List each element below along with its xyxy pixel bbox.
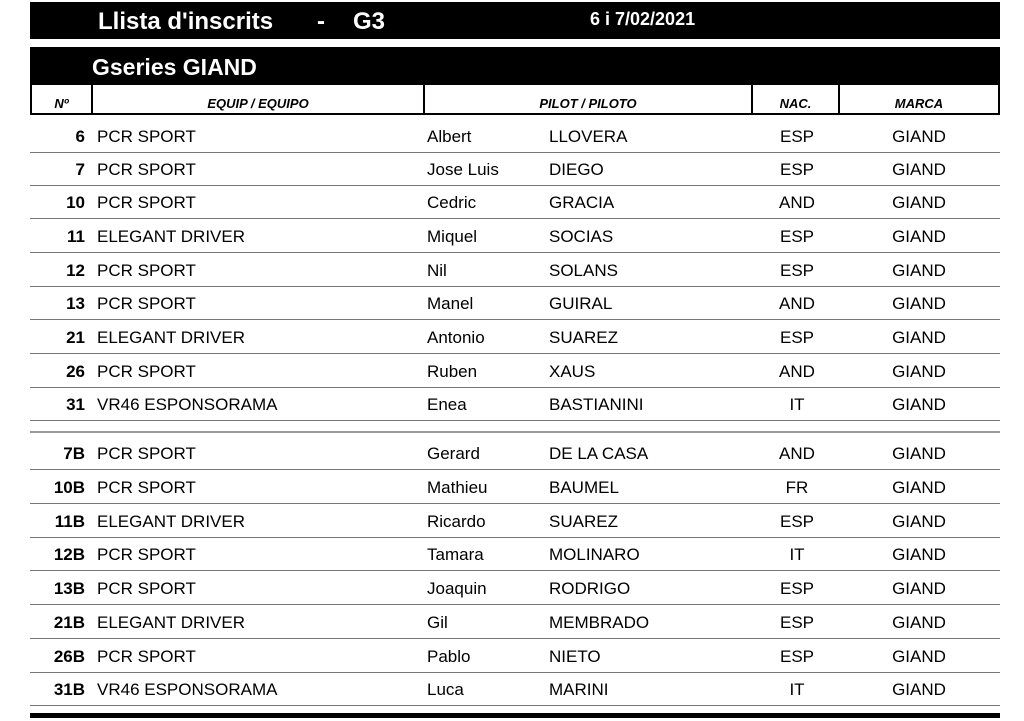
pilot-last-name: MOLINARO bbox=[549, 545, 640, 564]
bike-brand: GIAND bbox=[892, 160, 946, 179]
entry-number: 21B bbox=[53, 613, 85, 632]
bike-brand: GIAND bbox=[892, 444, 946, 463]
table-header bbox=[30, 85, 1000, 115]
team-name: PCR SPORT bbox=[97, 647, 196, 666]
table-row bbox=[30, 572, 1000, 605]
entry-number: 10 bbox=[66, 193, 85, 212]
column-header-team: EQUIP / EQUIPO bbox=[91, 85, 425, 115]
bike-brand: GIAND bbox=[892, 294, 946, 313]
row-divider bbox=[30, 353, 1000, 354]
section-divider bbox=[30, 431, 1000, 433]
team-name: ELEGANT DRIVER bbox=[97, 512, 246, 531]
row-divider bbox=[30, 705, 1000, 706]
pilot-nationality: AND bbox=[779, 362, 815, 381]
pilot-first-name: Ruben bbox=[427, 362, 478, 381]
bike-brand: GIAND bbox=[892, 227, 946, 246]
bike-brand: GIAND bbox=[892, 647, 946, 666]
pilot-last-name: DIEGO bbox=[549, 160, 604, 179]
table-row bbox=[30, 437, 1000, 470]
team-name: ELEGANT DRIVER bbox=[97, 613, 246, 632]
row-divider bbox=[30, 503, 1000, 504]
bike-brand: GIAND bbox=[892, 261, 946, 280]
row-divider bbox=[30, 604, 1000, 605]
pilot-last-name: GUIRAL bbox=[549, 294, 613, 313]
entry-number: 26B bbox=[53, 647, 85, 666]
table-row bbox=[30, 220, 1000, 253]
column-header-nationality: NAC. bbox=[751, 85, 840, 115]
pilot-first-name: Nil bbox=[427, 261, 447, 280]
pilot-nationality: ESP bbox=[779, 613, 815, 632]
entry-number: 12B bbox=[53, 545, 85, 564]
pilot-last-name: NIETO bbox=[549, 647, 601, 666]
bike-brand: GIAND bbox=[892, 362, 946, 381]
pilot-first-name: Gil bbox=[427, 613, 448, 632]
entry-number: 21 bbox=[66, 328, 85, 347]
pilot-first-name: Pablo bbox=[427, 647, 471, 666]
title-separator: - bbox=[317, 8, 325, 35]
row-divider bbox=[30, 570, 1000, 571]
pilot-last-name: SUAREZ bbox=[549, 512, 618, 531]
pilot-first-name: Cedric bbox=[427, 193, 477, 212]
table-row bbox=[30, 355, 1000, 388]
pilot-nationality: IT bbox=[789, 545, 805, 564]
category-bar bbox=[30, 47, 1000, 85]
team-name: PCR SPORT bbox=[97, 127, 196, 146]
pilot-nationality: IT bbox=[789, 680, 805, 699]
document-header-bar bbox=[30, 2, 1000, 39]
team-name: PCR SPORT bbox=[97, 294, 196, 313]
entry-number: 26 bbox=[66, 362, 85, 381]
bike-brand: GIAND bbox=[892, 328, 946, 347]
footer-bar bbox=[30, 713, 1000, 718]
team-name: ELEGANT DRIVER bbox=[97, 328, 246, 347]
pilot-nationality: IT bbox=[789, 395, 805, 414]
team-name: VR46 ESPONSORAMA bbox=[97, 395, 278, 414]
pilot-last-name: MARINI bbox=[549, 680, 609, 699]
row-divider bbox=[30, 319, 1000, 320]
entry-number: 31B bbox=[53, 680, 85, 699]
team-name: PCR SPORT bbox=[97, 160, 196, 179]
group-label: G3 bbox=[353, 8, 386, 35]
pilot-last-name: BASTIANINI bbox=[549, 395, 644, 414]
pilot-last-name: BAUMEL bbox=[549, 478, 619, 497]
table-row bbox=[30, 120, 1000, 153]
column-header-brand: MARCA bbox=[838, 85, 1000, 115]
pilot-nationality: ESP bbox=[779, 127, 815, 146]
row-divider bbox=[30, 420, 1000, 421]
pilot-last-name: MEMBRADO bbox=[549, 613, 650, 632]
table-row bbox=[30, 153, 1000, 186]
entry-number: 7B bbox=[63, 444, 85, 463]
bike-brand: GIAND bbox=[892, 579, 946, 598]
entry-number: 10B bbox=[53, 478, 85, 497]
table-row bbox=[30, 538, 1000, 571]
entry-number: 13 bbox=[66, 294, 85, 313]
entry-number: 12 bbox=[66, 261, 85, 280]
entry-number: 6 bbox=[75, 127, 85, 146]
pilot-nationality: ESP bbox=[779, 579, 815, 598]
pilot-first-name: Ricardo bbox=[427, 512, 486, 531]
pilot-last-name: SOLANS bbox=[549, 261, 618, 280]
event-date: 6 i 7/02/2021 bbox=[590, 9, 696, 29]
row-divider bbox=[30, 638, 1000, 639]
pilot-first-name: Enea bbox=[427, 395, 467, 414]
pilot-first-name: Joaquin bbox=[427, 579, 487, 598]
pilot-first-name: Manel bbox=[427, 294, 474, 313]
pilot-first-name: Tamara bbox=[427, 545, 484, 564]
document-title: Llista d'inscrits bbox=[98, 8, 274, 35]
pilot-last-name: SOCIAS bbox=[549, 227, 614, 246]
team-name: PCR SPORT bbox=[97, 444, 196, 463]
entry-number: 31 bbox=[66, 395, 85, 414]
pilot-last-name: LLOVERA bbox=[549, 127, 628, 146]
team-name: PCR SPORT bbox=[97, 545, 196, 564]
table-row bbox=[30, 254, 1000, 287]
table-row bbox=[30, 186, 1000, 219]
pilot-first-name: Gerard bbox=[427, 444, 480, 463]
entry-number: 7 bbox=[75, 160, 85, 179]
pilot-nationality: ESP bbox=[779, 328, 815, 347]
pilot-last-name: GRACIA bbox=[549, 193, 615, 212]
team-name: PCR SPORT bbox=[97, 478, 196, 497]
bike-brand: GIAND bbox=[892, 193, 946, 212]
entry-number: 13B bbox=[53, 579, 85, 598]
entry-number: 11B bbox=[54, 512, 85, 531]
team-name: ELEGANT DRIVER bbox=[97, 227, 246, 246]
row-divider bbox=[30, 252, 1000, 253]
table-row bbox=[30, 640, 1000, 673]
table-row bbox=[30, 287, 1000, 320]
pilot-last-name: DE LA CASA bbox=[549, 444, 649, 463]
pilot-nationality: AND bbox=[779, 193, 815, 212]
bike-brand: GIAND bbox=[892, 127, 946, 146]
pilot-nationality: ESP bbox=[779, 261, 815, 280]
bike-brand: GIAND bbox=[892, 478, 946, 497]
pilot-first-name: Luca bbox=[427, 680, 464, 699]
pilot-first-name: Miquel bbox=[427, 227, 478, 246]
pilot-nationality: ESP bbox=[779, 227, 815, 246]
pilot-last-name: SUAREZ bbox=[549, 328, 618, 347]
team-name: PCR SPORT bbox=[97, 579, 196, 598]
table-row bbox=[30, 606, 1000, 639]
pilot-nationality: AND bbox=[779, 444, 815, 463]
team-name: VR46 ESPONSORAMA bbox=[97, 680, 278, 699]
table-row bbox=[30, 471, 1000, 504]
pilot-nationality: ESP bbox=[779, 512, 815, 531]
bike-brand: GIAND bbox=[892, 545, 946, 564]
column-header-number: Nº bbox=[30, 85, 93, 115]
team-name: PCR SPORT bbox=[97, 193, 196, 212]
pilot-last-name: XAUS bbox=[549, 362, 596, 381]
column-header-pilot: PILOT / PILOTO bbox=[423, 85, 753, 115]
bike-brand: GIAND bbox=[892, 680, 946, 699]
pilot-first-name: Antonio bbox=[427, 328, 485, 347]
row-divider bbox=[30, 469, 1000, 470]
entry-number: 11 bbox=[67, 227, 85, 246]
table-row bbox=[30, 388, 1000, 421]
pilot-last-name: RODRIGO bbox=[549, 579, 631, 598]
bike-brand: GIAND bbox=[892, 512, 946, 531]
category-name: Gseries GIAND bbox=[92, 54, 257, 80]
pilot-nationality: ESP bbox=[779, 160, 815, 179]
pilot-nationality: FR bbox=[785, 478, 809, 497]
pilot-first-name: Mathieu bbox=[427, 478, 488, 497]
pilot-nationality: AND bbox=[779, 294, 815, 313]
team-name: PCR SPORT bbox=[97, 261, 196, 280]
row-divider bbox=[30, 218, 1000, 219]
bike-brand: GIAND bbox=[892, 395, 946, 414]
bike-brand: GIAND bbox=[892, 613, 946, 632]
pilot-first-name: Albert bbox=[427, 127, 472, 146]
table-row bbox=[30, 321, 1000, 354]
pilot-first-name: Jose Luis bbox=[427, 160, 499, 179]
table-row bbox=[30, 505, 1000, 538]
pilot-nationality: ESP bbox=[779, 647, 815, 666]
team-name: PCR SPORT bbox=[97, 362, 196, 381]
table-row bbox=[30, 673, 1000, 706]
